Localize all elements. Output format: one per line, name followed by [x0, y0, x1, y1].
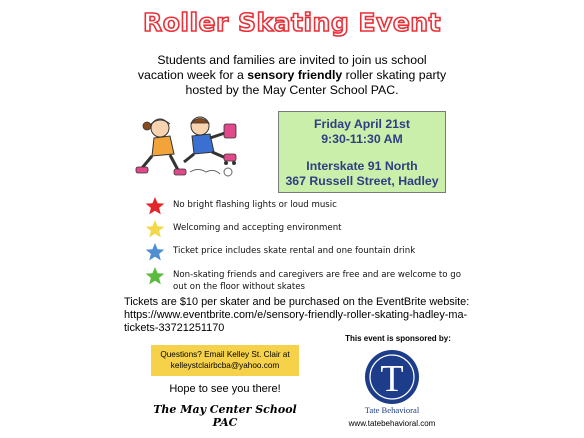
questions-line-1: Questions? Email Kelley St. Clair at — [160, 350, 290, 359]
sponsor-website-link[interactable]: www.tatebehavioral.com — [348, 419, 436, 428]
logo-letter: T — [380, 358, 404, 400]
roller-skating-kids-illustration — [130, 112, 248, 182]
green-star-icon — [145, 266, 165, 286]
list-item — [145, 245, 475, 257]
closing-message: Hope to see you there! — [169, 383, 281, 395]
contact-email-link[interactable]: kelleystclairbcba@yahoo.com — [170, 361, 280, 370]
bullet-text: Ticket price includes skate rental and one fountain drink — [173, 246, 416, 256]
pac-signature: The May Center School PAC — [153, 403, 297, 429]
intro-line-2: vacation week for a sensory friendly roller skating party — [137, 68, 447, 82]
event-time: 9:30-11:30 AM — [321, 132, 403, 146]
sensory-friendly-emphasis: sensory friendly — [247, 68, 343, 82]
tate-behavioral-logo — [364, 348, 420, 406]
logo-name: Tate Behavioral — [364, 405, 420, 415]
event-title: Roller Skating Event — [142, 8, 442, 37]
tickets-info — [124, 296, 472, 335]
event-details-box — [278, 111, 446, 193]
event-address: 367 Russell Street, Hadley — [285, 174, 439, 188]
intro-text — [110, 53, 474, 98]
event-date: Friday April 21st — [314, 117, 410, 131]
eventbrite-link[interactable]: https://www.eventbrite.com/e/sensory-friendly-roller-skating-hadley-ma- tickets-33721251170 — [124, 309, 468, 334]
blue-star-icon — [145, 242, 165, 262]
event-venue: Interskate 91 North — [306, 159, 418, 173]
yellow-star-icon — [145, 219, 165, 239]
features-list — [145, 196, 475, 293]
red-star-icon — [145, 196, 165, 216]
list-item — [145, 199, 475, 211]
sponsor-label: This event is sponsored by: — [345, 334, 451, 343]
bullet-text: No bright flashing lights or loud music — [173, 200, 337, 210]
questions-box — [151, 345, 299, 376]
tickets-line-1: Tickets are $10 per skater and be purchased on the EventBrite website: — [124, 296, 470, 308]
intro-line-3: hosted by the May Center School PAC. — [185, 83, 399, 97]
bullet-text: Welcoming and accepting environment — [173, 223, 342, 233]
intro-line-1: Students and families are invited to join us school — [157, 53, 427, 67]
bullet-text: Non-skating friends and caregivers are free and are welcome to go out on the floor without skates — [173, 270, 461, 292]
list-item — [145, 222, 475, 234]
list-item — [145, 269, 475, 293]
